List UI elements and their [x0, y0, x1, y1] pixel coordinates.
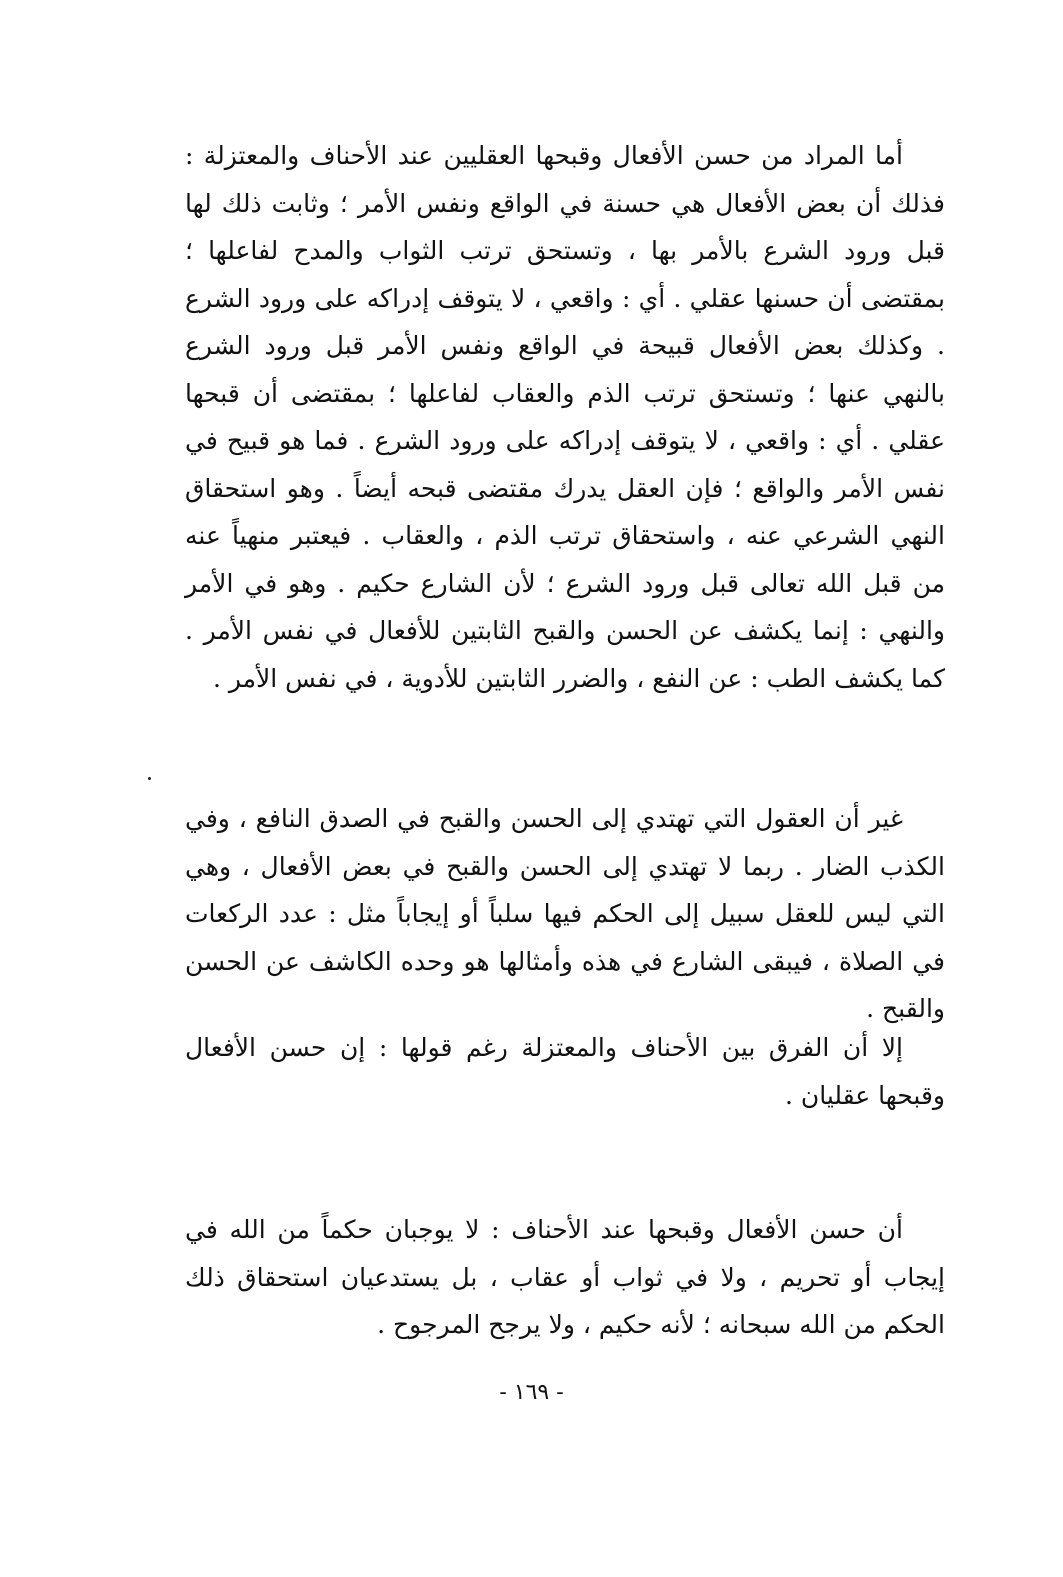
paragraph-hasan-qubh-definition: أما المراد من حسن الأفعال وقبحها العقليين عند الأحناف والمعتزلة : فذلك أن بعض الأفعال هي حسنة في الواقع ونفس الأمر ؛ وثابت ذلك لها قبل ورود الشرع بالأمر بها ، وتستحق ترتب الثواب والمدح لفاعلها ؛ بمقتضى أن حسنها عقلي . أي : واقعي ، لا يتوقف إدراكه على ورود الشرع . وكذلك بعض الأفعال قبيحة في الواقع ونفس الأمر قبل ورود الشرع بالنهي عنها ؛ وتستحق ترتب الذم والعقاب لفاعلها ؛ بمقتضى أن قبحها عقلي . أي : واقعي ، لا يتوقف إدراكه على ورود الشرع . فما هو قبيح في نفس الأمر والواقع ؛ فإن العقل يدرك مقتضى قبحه أيضاً . وهو استحقاق النهي الشرعي عنه ، واستحقاق ترتب الذم ، والعقاب . فيعتبر منهياً عنه من قبل الله تعالى قبل ورود الشرع ؛ لأن الشارع حكيم . وهو في الأمر والنهي : إنما يكشف عن الحسن والقبح الثابتين للأفعال في نفس الأمر . كما يكشف الطب : عن النفع ، والضرر الثابتين للأدوية ، في نفس الأمر . [185, 141, 945, 693]
paragraph-difference-intro: إلا أن الفرق بين الأحناف والمعتزلة رغم قولها : إن حسن الأفعال وقبحها عقليان . [185, 1033, 945, 1110]
paragraph-ahnaf-view: أن حسن الأفعال وقبحها عند الأحناف : لا يوجبان حكماً من الله في إيجاب أو تحريم ، ولا في ثواب أو عقاب ، بل يستدعيان استحقاق ذلك الحكم من الله سبحانه ؛ لأنه حكيم ، ولا يرجح المرجوح . [185, 1215, 945, 1339]
page-number: - ١٦٩ - [499, 1380, 564, 1405]
scan-speck [148, 777, 151, 780]
paragraph-reason-limits: غير أن العقول التي تهتدي إلى الحسن والقبح في الصدق النافع ، وفي الكذب الضار . ربما لا تهتدي إلى الحسن والقبح في بعض الأفعال ، وهي التي ليس للعقل سبيل إلى الحكم فيها سلباً أو إيجاباً مثل : عدد الركعات في الصلاة ، فيبقى الشارع في هذه وأمثالها هو وحده الكاشف عن الحسن والقبح . [185, 804, 945, 1023]
